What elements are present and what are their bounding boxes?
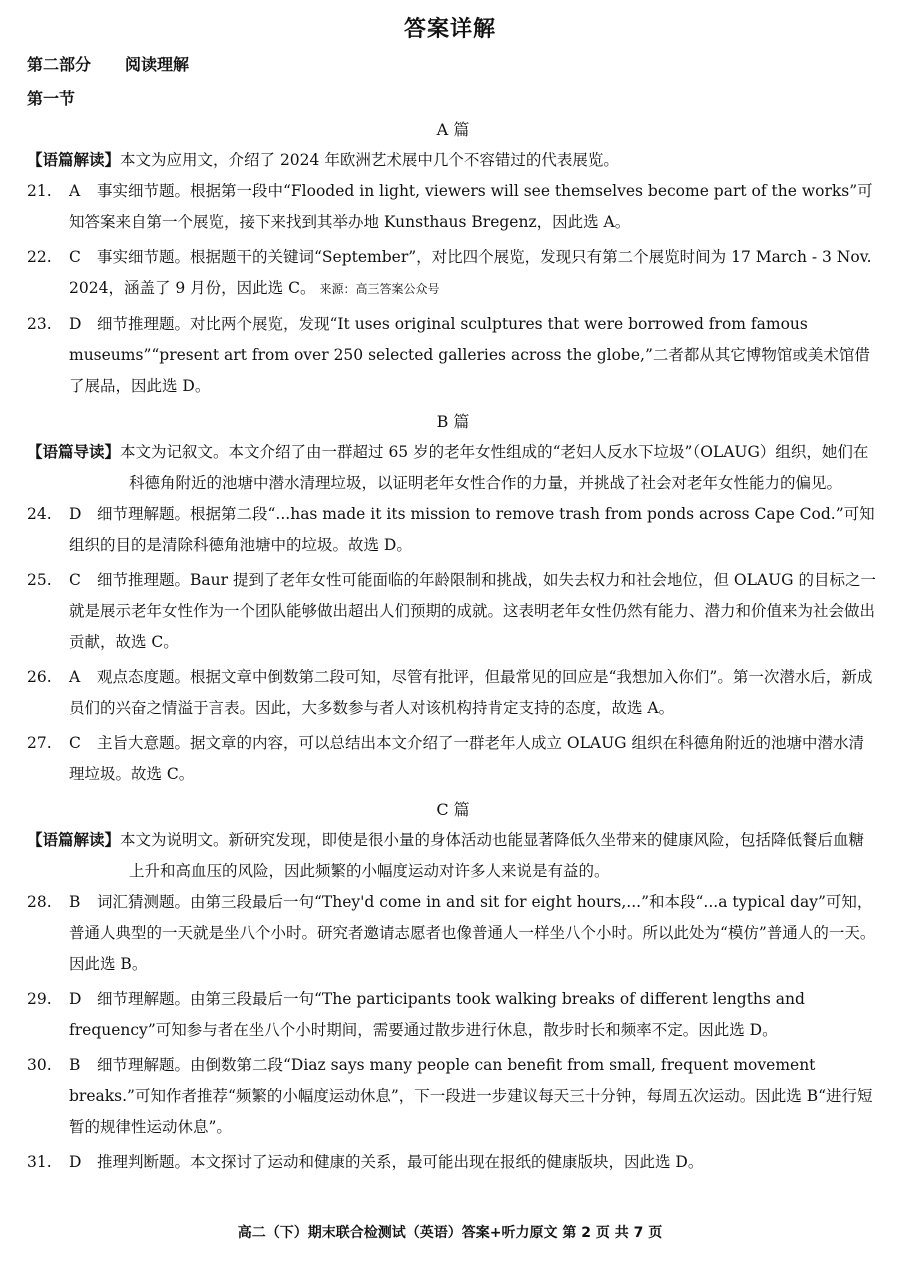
question-item: [27, 662, 879, 724]
question-answer: B: [69, 893, 81, 911]
question-number: 29.: [27, 990, 52, 1008]
question-explanation: [69, 176, 879, 238]
explanation-text: 事实细节题。根据第一段中“Flooded in light, viewers will see themselves become part of the works”可知答案来自第一个展览，接下来找到其举办地 Kunsthaus Bregenz，因此选 A。: [69, 182, 873, 231]
question-item: [27, 984, 879, 1046]
question-number: 22.: [27, 248, 52, 266]
question-answer: D: [69, 315, 82, 333]
question-answer: B: [69, 1056, 81, 1074]
passage-intro: [27, 825, 879, 887]
question-item: [27, 565, 879, 658]
question-answer: C: [69, 248, 81, 266]
question-item: [27, 309, 879, 402]
intro-text: 本文为应用文，介绍了 2024 年欧洲艺术展中几个不容错过的代表展览。: [120, 151, 619, 169]
explanation-text: 观点态度题。根据文章中倒数第二段可知，尽管有批评，但最常见的回应是“我想加入你们”。第一次潜水后，新成员们的兴奋之情溢于言表。因此，大多数参与者人对该机构持肯定支持的态度，故选 A。: [69, 668, 873, 717]
explanation-text: 细节推理题。对比两个展览，发现“It uses original sculptures that were borrowed from famous museums”“present art from over 250 selected galleries across the globe,”二者都从其它博物馆或美术馆借了展品，因此选 D。: [69, 315, 870, 395]
intro-text: 本文为记叙文。本文介绍了由一群超过 65 岁的老年女性组成的“老妇人反水下垃圾”（OLAUG）组织，她们在科德角附近的池塘中潜水清理垃圾，以证明老年女性合作的力量，并挑战了社会对老年女性能力的偏见。: [120, 443, 869, 492]
explanation-text: 细节理解题。由倒数第二段“Diaz says many people can benefit from small, frequent movement breaks.”可知作者推荐“频繁的小幅度运动休息”，下一段进一步建议每天三十分钟，每周五次运动。因此选 B“进行短暂的规律性运动休息”。: [69, 1056, 873, 1136]
explanation-text: 主旨大意题。据文章的内容，可以总结出本文介绍了一群老年人成立 OLAUG 组织在科德角附近的池塘中潜水清理垃圾。故选 C。: [69, 734, 864, 783]
intro-text: 本文为说明文。新研究发现，即使是很小量的身体活动也能显著降低久坐带来的健康风险，包括降低餐后血糖上升和高血压的风险，因此频繁的小幅度运动对许多人来说是有益的。: [120, 831, 865, 880]
question-number: 28.: [27, 893, 52, 911]
passage-heading: A 篇: [436, 120, 470, 139]
question-item: [27, 887, 879, 980]
question-explanation: [69, 887, 879, 980]
question-item: [27, 176, 879, 238]
question-answer: D: [69, 505, 82, 523]
question-item: [27, 1050, 879, 1143]
question-answer: D: [69, 1153, 82, 1171]
explanation-text: 细节推理题。Baur 提到了老年女性可能面临的年龄限制和挑战，如失去权力和社会地位，但 OLAUG 的目标之一就是展示老年女性作为一个团队能够做出超出人们预期的成就。这表明老年女性仍然有能力、潜力和价值来为社会做出贡献，故选 C。: [69, 571, 876, 651]
question-number: 23.: [27, 315, 52, 333]
question-item: [27, 242, 879, 305]
question-explanation: [69, 242, 879, 305]
question-explanation: [69, 984, 879, 1046]
question-item: [27, 1147, 879, 1178]
explanation-text: 词汇猜测题。由第三段最后一句“They'd come in and sit for eight hours,...”和本段“...a typical day”可知，普通人典型的一天就是坐八个小时。研究者邀请志愿者也像普通人一样坐八个小时。所以此处为“模仿”普通人的一天。因此选 B。: [69, 893, 876, 973]
question-explanation: [69, 309, 879, 402]
explanation-text: 细节理解题。根据第二段“...has made it its mission to remove trash from ponds across Cape Cod.”可知组织的目的是清除科德角池塘中的垃圾。故选 D。: [69, 505, 875, 554]
intro-tag: 【语篇解读】: [27, 151, 121, 169]
explanation-text: 推理判断题。本文探讨了运动和健康的关系，最可能出现在报纸的健康版块，因此选 D。: [97, 1153, 704, 1171]
source-note: 来源：高三答案公众号: [319, 282, 440, 296]
passage-heading: B 篇: [436, 412, 470, 431]
passage-intro: [27, 145, 879, 176]
passages-content: [27, 114, 879, 1182]
explanation-text: 细节理解题。由第三段最后一句“The participants took walking breaks of different lengths and frequency”可知参与者在坐八个小时期间，需要通过散步进行休息，散步时长和频率不定。因此选 D。: [69, 990, 805, 1039]
question-explanation: [69, 1050, 879, 1143]
question-answer: C: [69, 734, 81, 752]
intro-tag: 【语篇导读】: [27, 443, 121, 461]
question-explanation: [69, 499, 879, 561]
intro-tag: 【语篇解读】: [27, 831, 121, 849]
explanation-text: 事实细节题。根据题干的关键词“September”，对比四个展览，发现只有第二个展览时间为 17 March - 3 Nov. 2024，涵盖了 9 月份，因此选 C。: [69, 248, 872, 297]
question-number: 27.: [27, 734, 52, 752]
question-number: 30.: [27, 1056, 52, 1074]
question-number: 21.: [27, 182, 52, 200]
question-explanation: [69, 728, 879, 790]
passage-heading: C 篇: [436, 800, 470, 819]
question-answer: A: [69, 182, 81, 200]
section-header: 第一节: [27, 89, 76, 108]
question-number: 25.: [27, 571, 52, 589]
part-name: 阅读理解: [125, 55, 190, 74]
question-item: [27, 499, 879, 561]
passage-intro: [27, 437, 879, 499]
question-number: 31.: [27, 1153, 52, 1171]
question-answer: D: [69, 990, 82, 1008]
page-title: 答案详解: [403, 17, 496, 42]
question-explanation: [69, 662, 879, 724]
question-answer: C: [69, 571, 81, 589]
question-answer: A: [69, 668, 81, 686]
question-number: 24.: [27, 505, 52, 523]
part-label: 第二部分: [27, 55, 92, 74]
page-footer: 高二（下）期末联合检测试（英语）答案+听力原文 第 2 页 共 7 页: [237, 1225, 663, 1241]
question-explanation: [69, 1147, 879, 1178]
part-header: [27, 52, 189, 75]
question-item: [27, 728, 879, 790]
question-explanation: [69, 565, 879, 658]
question-number: 26.: [27, 668, 52, 686]
